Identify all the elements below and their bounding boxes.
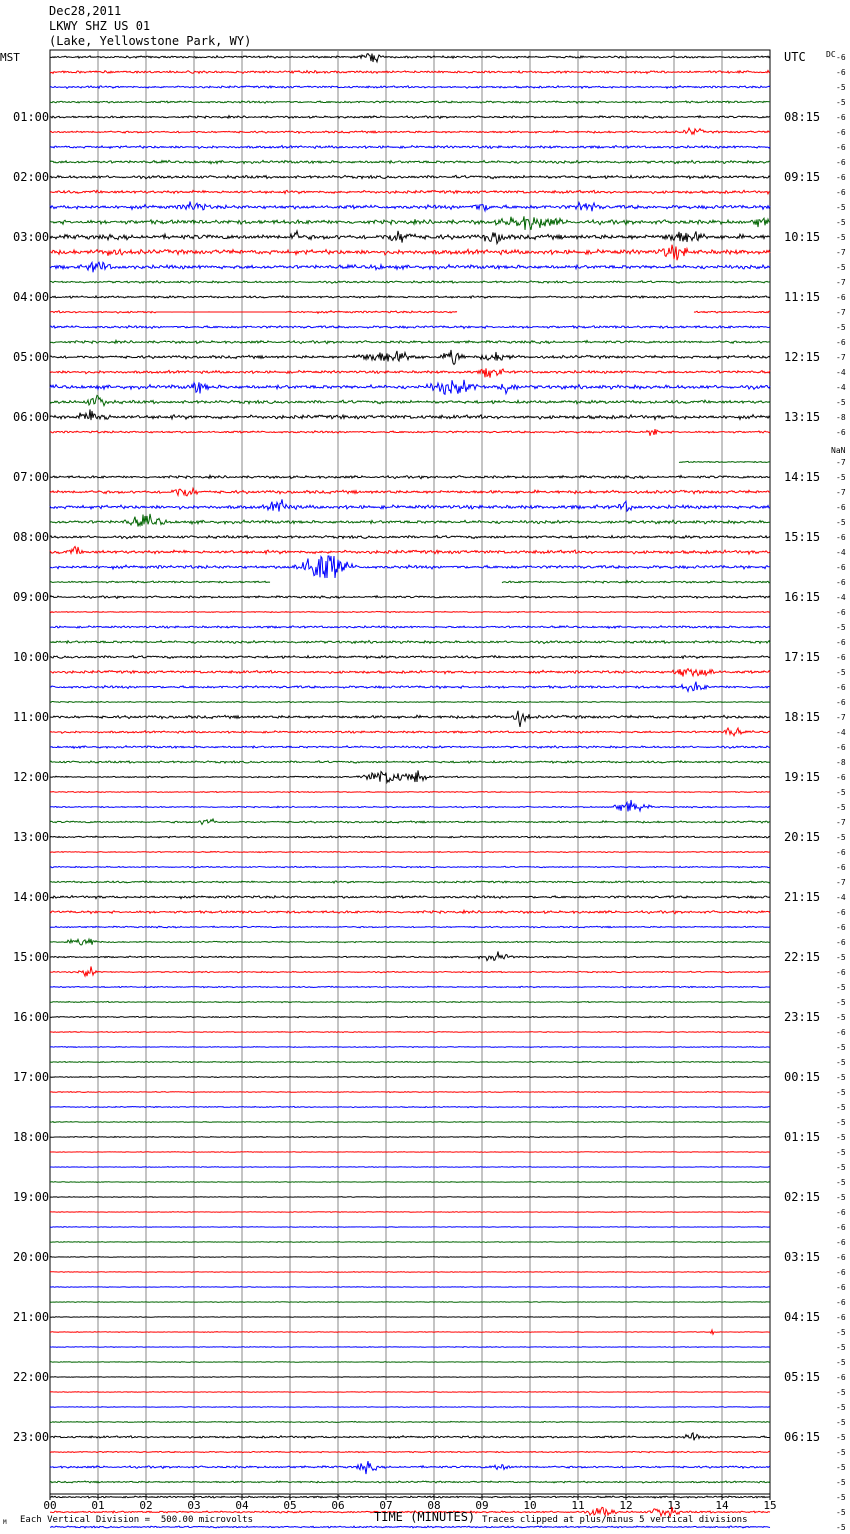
trace-row <box>50 910 770 913</box>
trace-row <box>50 1526 770 1528</box>
mst-hour-label: 11:00 <box>13 710 50 724</box>
dc-offset-label: -5 <box>836 473 846 482</box>
trace-row <box>50 926 770 928</box>
trace-row <box>50 711 770 727</box>
dc-offset-label: -5 <box>836 1118 846 1127</box>
dc-offset-label: -5 <box>836 98 846 107</box>
trace-row <box>50 1496 770 1498</box>
x-tick-label: 11 <box>571 1499 585 1512</box>
dc-offset-label: -6 <box>836 113 846 122</box>
dc-offset-label: -6 <box>836 1298 846 1307</box>
utc-hour-label: 18:15 <box>784 710 821 724</box>
trace-row <box>50 1481 770 1483</box>
dc-offset-label: -7 <box>836 278 846 287</box>
trace-row <box>50 296 770 298</box>
mst-hour-label: 08:00 <box>13 530 50 544</box>
dc-offset-label: -5 <box>836 1463 846 1472</box>
dc-offset-label: -7 <box>836 713 846 722</box>
dc-offset-label: -5 <box>836 203 846 212</box>
trace-row <box>50 770 770 782</box>
dc-offset-label: -6 <box>836 173 846 182</box>
trace-row <box>50 967 770 977</box>
trace-row <box>50 800 770 812</box>
trace-row <box>50 71 770 74</box>
dc-offset-label: -6 <box>836 638 846 647</box>
trace-row <box>50 761 770 763</box>
trace-row <box>50 409 770 420</box>
dc-offset-label: -5 <box>836 1388 846 1397</box>
utc-hour-label: 20:15 <box>784 830 821 844</box>
trace-row <box>50 851 770 852</box>
dc-offset-label: -5 <box>836 1448 846 1457</box>
x-axis-title: TIME (MINUTES) <box>374 1510 476 1524</box>
corner-mark: M <box>3 1519 7 1526</box>
mst-hour-label: 14:00 <box>13 890 50 904</box>
left-timezone-label: MST <box>0 51 20 64</box>
dc-offset-label: -7 <box>836 818 846 827</box>
trace-row <box>50 547 770 555</box>
dc-offset-label: -6 <box>836 338 846 347</box>
mst-hour-label: 19:00 <box>13 1190 50 1204</box>
utc-hour-label: 15:15 <box>784 530 821 544</box>
dc-offset-label: -5 <box>836 1328 846 1337</box>
dc-offset-label: -5 <box>836 833 846 842</box>
x-tick-label: 13 <box>667 1499 681 1512</box>
trace-row <box>50 1016 770 1018</box>
trace-row <box>50 1392 770 1393</box>
trace-row <box>50 1061 770 1062</box>
mst-hour-label: 01:00 <box>13 110 50 124</box>
dc-offset-label: -6 <box>836 923 846 932</box>
trace-row <box>50 1136 770 1137</box>
trace-row <box>50 1461 770 1474</box>
dc-offset-label: -5 <box>836 1403 846 1412</box>
trace-row <box>50 326 770 329</box>
dc-offset-label: -5 <box>836 998 846 1007</box>
trace-row <box>50 1377 770 1378</box>
dc-offset-label: -5 <box>836 1358 846 1367</box>
utc-hour-label: 05:15 <box>784 1370 821 1384</box>
trace-row <box>50 350 770 364</box>
dc-offset-label: -6 <box>836 698 846 707</box>
trace-row <box>50 791 770 792</box>
mst-hour-label: 10:00 <box>13 650 50 664</box>
trace-row <box>50 1451 770 1453</box>
dc-offset-label: -6 <box>836 1373 846 1382</box>
dc-offset-label: -7 <box>836 248 846 257</box>
dc-offset-label: -5 <box>836 983 846 992</box>
trace-row <box>50 499 770 511</box>
utc-hour-label: 13:15 <box>784 410 821 424</box>
dc-offset-label: -6 <box>836 653 846 662</box>
dc-offset-label: -7 <box>836 878 846 887</box>
dc-offset-label: -6 <box>836 938 846 947</box>
dc-offset-label: -5 <box>836 1178 846 1187</box>
dc-offset-label: -5 <box>836 1013 846 1022</box>
trace-row <box>50 281 770 284</box>
trace-row <box>50 380 770 395</box>
utc-hour-label: 23:15 <box>784 1010 821 1024</box>
trace-row <box>50 1092 770 1093</box>
trace-row <box>50 1227 770 1228</box>
trace-row <box>50 1302 770 1303</box>
trace-row <box>50 626 770 629</box>
trace-row <box>50 1242 770 1243</box>
mst-hour-label: 23:00 <box>13 1430 50 1444</box>
trace-row <box>50 231 770 244</box>
dc-label: DC <box>826 50 836 59</box>
trace-row <box>50 746 770 749</box>
dc-offset-label: -5 <box>836 788 846 797</box>
mst-hour-label: 16:00 <box>13 1010 50 1024</box>
dc-offset-label: -5 <box>836 668 846 677</box>
trace-row <box>50 1272 770 1273</box>
trace-row <box>50 1106 770 1107</box>
trace-row <box>50 262 770 272</box>
mst-hour-label: 15:00 <box>13 950 50 964</box>
trace-row <box>50 395 770 405</box>
trace-row <box>50 514 770 527</box>
x-tick-label: 04 <box>235 1499 249 1512</box>
trace-row <box>50 86 770 89</box>
trace-row <box>50 340 770 343</box>
dc-offset-label: -5 <box>836 1148 846 1157</box>
trace-row <box>50 701 770 702</box>
dc-offset-label: -5 <box>836 1058 846 1067</box>
x-tick-label: 10 <box>523 1499 537 1512</box>
trace-row <box>50 475 770 478</box>
dc-offset-label: -6 <box>836 563 846 572</box>
x-tick-label: 15 <box>763 1499 777 1512</box>
trace-row <box>50 669 770 677</box>
scale-note: Each Vertical Division = 500.00 microvolts <box>20 1515 253 1525</box>
dc-offset-label: -5 <box>836 398 846 407</box>
dc-offset-label: -7 <box>836 308 846 317</box>
dc-offset-label: -5 <box>836 1088 846 1097</box>
trace-row <box>50 1421 770 1422</box>
dc-offset-label: -6 <box>836 1268 846 1277</box>
x-tick-label: 01 <box>91 1499 105 1512</box>
trace-row <box>50 1347 770 1348</box>
dc-offset-label: -6 <box>836 53 846 62</box>
dc-offset-label: -5 <box>836 323 846 332</box>
trace-row <box>50 1167 770 1168</box>
trace-row <box>50 881 770 883</box>
utc-hour-label: 02:15 <box>784 1190 821 1204</box>
trace-row <box>50 1330 770 1334</box>
trace-row <box>50 128 770 134</box>
trace-row <box>50 986 770 987</box>
trace-row <box>50 581 770 583</box>
trace-row <box>50 1317 770 1318</box>
dc-offset-label: -6 <box>836 743 846 752</box>
trace-row <box>50 1182 770 1183</box>
trace-row <box>50 160 770 163</box>
dc-offset-label: -5 <box>836 1193 846 1202</box>
dc-offset-label: -6 <box>836 1238 846 1247</box>
trace-row <box>50 682 770 692</box>
trace-row <box>50 216 770 230</box>
mst-hour-label: 05:00 <box>13 350 50 364</box>
utc-hour-label: 22:15 <box>784 950 821 964</box>
dc-offset-label: -8 <box>836 758 846 767</box>
utc-hour-label: 00:15 <box>784 1070 821 1084</box>
dc-offset-label: -8 <box>836 413 846 422</box>
trace-row <box>50 368 770 377</box>
dc-offset-label: -5 <box>836 1523 846 1532</box>
plot-date: Dec28,2011 <box>49 4 122 18</box>
trace-row <box>50 488 770 496</box>
dc-offset-label: -5 <box>836 1163 846 1172</box>
x-tick-label: 12 <box>619 1499 633 1512</box>
dc-offset-label: -5 <box>836 263 846 272</box>
trace-row <box>50 896 770 899</box>
trace-row <box>50 101 770 104</box>
trace-row <box>50 536 770 539</box>
dc-offset-label: -6 <box>836 578 846 587</box>
trace-row <box>50 1001 770 1002</box>
utc-hour-label: 16:15 <box>784 590 821 604</box>
dc-offset-label: -6 <box>836 188 846 197</box>
x-tick-label: 00 <box>43 1499 57 1512</box>
x-tick-label: 05 <box>283 1499 297 1512</box>
trace-row <box>50 202 770 212</box>
trace-row <box>50 952 770 961</box>
utc-hour-label: 10:15 <box>784 230 821 244</box>
dc-offset-label: -6 <box>836 683 846 692</box>
dc-offset-label: -6 <box>836 128 846 137</box>
dc-offset-label: -6 <box>836 908 846 917</box>
mst-hour-label: 06:00 <box>13 410 50 424</box>
utc-hour-label: 06:15 <box>784 1430 821 1444</box>
dc-offset-label: -6 <box>836 1028 846 1037</box>
station-location: (Lake, Yellowstone Park, WY) <box>49 34 252 48</box>
dc-offset-label: -5 <box>836 218 846 227</box>
trace-row <box>50 429 770 436</box>
utc-hour-label: 01:15 <box>784 1130 821 1144</box>
dc-offset-label: -4 <box>836 548 846 557</box>
dc-offset-label: -4 <box>836 593 846 602</box>
x-tick-label: 03 <box>187 1499 201 1512</box>
dc-offset-label: -6 <box>836 1283 846 1292</box>
dc-offset-label: -6 <box>836 158 846 167</box>
trace-row <box>50 819 770 824</box>
trace-row <box>50 1197 770 1198</box>
dc-offset-label: -5 <box>836 1133 846 1142</box>
dc-offset-label: -6 <box>836 608 846 617</box>
dc-offset-label: -4 <box>836 728 846 737</box>
dc-offset-label: -5 <box>836 1103 846 1112</box>
utc-hour-label: 04:15 <box>784 1310 821 1324</box>
dc-offset-label: -6 <box>836 1208 846 1217</box>
dc-offset-label: -6 <box>836 533 846 542</box>
nan-note: NaN <box>831 446 846 455</box>
mst-hour-label: 04:00 <box>13 290 50 304</box>
trace-row <box>679 461 770 462</box>
trace-row <box>50 146 770 149</box>
trace-row <box>50 836 770 838</box>
mst-hour-label: 18:00 <box>13 1130 50 1144</box>
dc-offset-label: -5 <box>836 1073 846 1082</box>
trace-row <box>50 190 770 194</box>
trace-row <box>50 1433 770 1440</box>
dc-offset-label: -5 <box>836 518 846 527</box>
utc-hour-label: 19:15 <box>784 770 821 784</box>
trace-row <box>50 556 770 578</box>
dc-offset-label: -6 <box>836 968 846 977</box>
x-tick-label: 09 <box>475 1499 489 1512</box>
trace-row <box>50 596 770 599</box>
x-tick-label: 14 <box>715 1499 729 1512</box>
dc-offset-label: -5 <box>836 803 846 812</box>
dc-offset-label: -5 <box>836 1343 846 1352</box>
dc-offset-label: -5 <box>836 1493 846 1502</box>
station-id: LKWY SHZ US 01 <box>49 19 151 33</box>
dc-offset-label: -5 <box>836 1433 846 1442</box>
trace-row <box>50 1362 770 1363</box>
trace-row <box>50 939 770 945</box>
trace-row <box>50 54 770 62</box>
clip-note: Traces clipped at plus/minus 5 vertical divisions <box>482 1515 748 1525</box>
dc-offset-label: -6 <box>836 848 846 857</box>
dc-offset-label: -5 <box>836 83 846 92</box>
dc-offset-label: -6 <box>836 293 846 302</box>
trace-row <box>50 1047 770 1048</box>
mst-hour-label: 22:00 <box>13 1370 50 1384</box>
dc-offset-label: -4 <box>836 383 846 392</box>
x-tick-label: 07 <box>379 1499 393 1512</box>
utc-hour-label: 11:15 <box>784 290 821 304</box>
x-tick-label: 08 <box>427 1499 441 1512</box>
utc-hour-label: 17:15 <box>784 650 821 664</box>
utc-hour-label: 12:15 <box>784 350 821 364</box>
trace-row <box>50 656 770 659</box>
dc-offset-label: -6 <box>836 863 846 872</box>
dc-offset-label: -5 <box>836 1043 846 1052</box>
trace-row <box>50 311 770 314</box>
mst-hour-label: 20:00 <box>13 1250 50 1264</box>
trace-row <box>50 611 770 612</box>
dc-offset-label: -6 <box>836 503 846 512</box>
dc-offset-label: -6 <box>836 1223 846 1232</box>
trace-row <box>50 175 770 179</box>
dc-offset-label: -7 <box>836 488 846 497</box>
dc-offset-label: -5 <box>836 1508 846 1517</box>
x-tick-label: 02 <box>139 1499 153 1512</box>
mst-hour-label: 03:00 <box>13 230 50 244</box>
dc-offset-label: -4 <box>836 368 846 377</box>
trace-row <box>50 245 770 261</box>
dc-offset-label: -5 <box>836 1478 846 1487</box>
dc-offset-label: -5 <box>836 233 846 242</box>
mst-hour-label: 09:00 <box>13 590 50 604</box>
dc-offset-label: -5 <box>836 1418 846 1427</box>
dc-offset-label: -6 <box>836 428 846 437</box>
trace-row <box>50 1122 770 1123</box>
trace-row <box>50 1287 770 1288</box>
mst-hour-label: 12:00 <box>13 770 50 784</box>
dc-offset-label: -6 <box>836 1253 846 1262</box>
dc-offset-label: -6 <box>836 773 846 782</box>
dc-offset-label: -6 <box>836 68 846 77</box>
trace-row <box>50 728 770 736</box>
trace-row <box>50 1076 770 1077</box>
utc-hour-label: 03:15 <box>784 1250 821 1264</box>
mst-hour-label: 02:00 <box>13 170 50 184</box>
dc-offset-label: -7 <box>836 458 846 467</box>
utc-hour-label: 09:15 <box>784 170 821 184</box>
utc-hour-label: 14:15 <box>784 470 821 484</box>
mst-hour-label: 17:00 <box>13 1070 50 1084</box>
utc-hour-label: 08:15 <box>784 110 821 124</box>
x-tick-label: 06 <box>331 1499 345 1512</box>
dc-offset-label: -4 <box>836 893 846 902</box>
dc-offset-label: -6 <box>836 1313 846 1322</box>
dc-offset-label: -5 <box>836 623 846 632</box>
trace-row <box>50 1152 770 1153</box>
trace-row <box>50 641 770 644</box>
dc-offset-label: -5 <box>836 953 846 962</box>
trace-row <box>50 1032 770 1033</box>
mst-hour-label: 21:00 <box>13 1310 50 1324</box>
dc-offset-label: -6 <box>836 143 846 152</box>
utc-hour-label: 21:15 <box>784 890 821 904</box>
trace-row <box>50 1212 770 1213</box>
trace-row <box>50 116 770 119</box>
mst-hour-label: 13:00 <box>13 830 50 844</box>
mst-hour-label: 07:00 <box>13 470 50 484</box>
utc-hour-label: UTC <box>784 50 806 64</box>
trace-row <box>50 1407 770 1408</box>
trace-row <box>50 866 770 868</box>
trace-row <box>50 1257 770 1258</box>
dc-offset-label: -7 <box>836 353 846 362</box>
